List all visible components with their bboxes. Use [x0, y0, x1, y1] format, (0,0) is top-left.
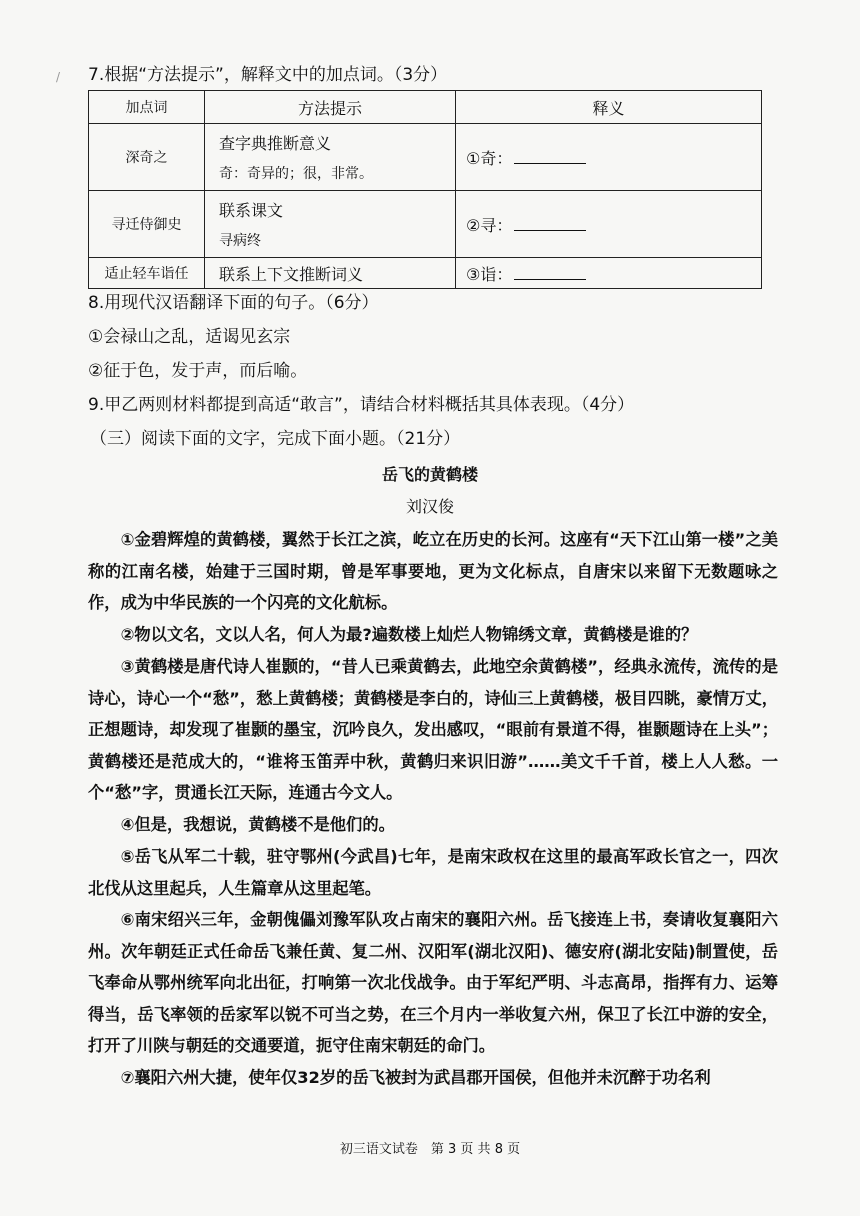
hint-text: 查字典推断意义 [219, 134, 332, 153]
article-paragraph: ③黄鹤楼是唐代诗人崔颢的，“昔人已乘黄鹤去，此地空余黄鹤楼”，经典永流传，流传的是诗心，诗心一个“愁”，愁上黄鹤楼；黄鹤楼是李白的，诗仙三上黄鹤楼，极目四眺，豪情万丈，正想题诗，却发现了崔颢的墨宝，沉吟良久，发出感叹，“眼前有景道不得，崔颢题诗在上头”；黄鹤楼还是范成大的，“谁将玉笛弄中秋，黄鹤归来识旧游”……美文千千首，楼上人人愁。一个“愁”字，贯通长江天际，连通古今文人。 [88, 657, 778, 803]
hint-subtext: 奇：奇异的；很，非常。 [219, 166, 373, 182]
article-paragraph: ①金碧辉煌的黄鹤楼，翼然于长江之滨，屹立在历史的长河。这座有“天下江山第一楼”之美称的江南名楼，始建于三国时期，曾是军事要地，更为文化标点，自唐宋以来留下无数题咏之作，成为中华民族的一个闪亮的文化航标。 [88, 530, 778, 613]
q8-item: ②征于色，发于声，而后喻。 [88, 361, 308, 381]
answer-label: ①奇： [466, 148, 513, 168]
hint-cell [205, 258, 456, 289]
answer-blank[interactable] [514, 216, 586, 231]
header-word: 加点词 [89, 91, 205, 124]
q7-table [88, 90, 762, 289]
table-row [89, 191, 762, 258]
table-row [89, 258, 762, 289]
q8-item: ①会禄山之乱，适谒见玄宗 [88, 327, 291, 347]
article-author: 刘汉俊 [405, 497, 454, 516]
article-paragraph: ⑤岳飞从军二十载，驻守鄂州(今武昌)七年，是南宋政权在这里的最高军政长官之一，四次北伐从这里起兵，人生篇章从这里起笔。 [88, 847, 778, 898]
page-footer: 初三语文试卷 第 3 页 共 8 页 [339, 1142, 521, 1157]
section3-title: （三）阅读下面的文字，完成下面小题。（21分） [90, 429, 461, 449]
answer-cell [456, 124, 762, 191]
article-paragraph: ⑦襄阳六州大捷，使年仅32岁的岳飞被封为武昌郡开国侯，但他并未沉醉于功名利 [120, 1068, 711, 1087]
dotted-word: 深奇之 [89, 124, 205, 191]
margin-mark: / [56, 70, 61, 84]
q9-title: 9.甲乙两则材料都提到高适“敢言”，请结合材料概括其具体表现。（4分） [88, 395, 635, 415]
hint-text: 联系课文 [219, 201, 284, 220]
header-meaning: 释义 [456, 91, 762, 124]
article-title: 岳飞的黄鹤楼 [381, 465, 478, 484]
article-paragraph: ④但是，我想说，黄鹤楼不是他们的。 [120, 815, 395, 834]
hint-cell [205, 124, 456, 191]
answer-label: ③诣： [466, 264, 513, 284]
table-row [89, 124, 762, 191]
answer-cell [456, 258, 762, 289]
hint-text: 联系上下文推断词义 [219, 264, 364, 284]
header-hint: 方法提示 [205, 91, 456, 124]
dotted-word: 适止轻车诣任 [89, 258, 205, 289]
table-header-row [89, 91, 762, 124]
article-paragraph: ②物以文名，文以人名，何人为最?遍数楼上灿烂人物锦绣文章，黄鹤楼是谁的？ [120, 625, 698, 644]
answer-blank[interactable] [514, 265, 586, 280]
q7-title: 7.根据“方法提示”，解释文中的加点词。（3分） [88, 65, 448, 85]
article-paragraph: ⑥南宋绍兴三年，金朝傀儡刘豫军队攻占南宋的襄阳六州。岳飞接连上书，奏请收复襄阳六州。次年朝廷正式任命岳飞兼任黄、复二州、汉阳军(湖北汉阳)、德安府(湖北安陆)制置使，岳飞奉命从鄂州统军向北出征，打响第一次北伐战争。由于军纪严明、斗志高昂，指挥有力、运筹得当，岳飞率领的岳家军以锐不可当之势，在三个月内一举收复六州，保卫了长江中游的安全，打开了川陕与朝廷的交通要道，扼守住南宋朝廷的命门。 [88, 910, 778, 1056]
answer-blank[interactable] [514, 149, 586, 164]
hint-subtext: 寻病终 [219, 233, 261, 249]
hint-cell [205, 191, 456, 258]
answer-label: ②寻： [466, 215, 513, 235]
dotted-word: 寻迁侍御史 [89, 191, 205, 258]
answer-cell [456, 191, 762, 258]
q8-title: 8.用现代汉语翻译下面的句子。（6分） [88, 293, 379, 313]
